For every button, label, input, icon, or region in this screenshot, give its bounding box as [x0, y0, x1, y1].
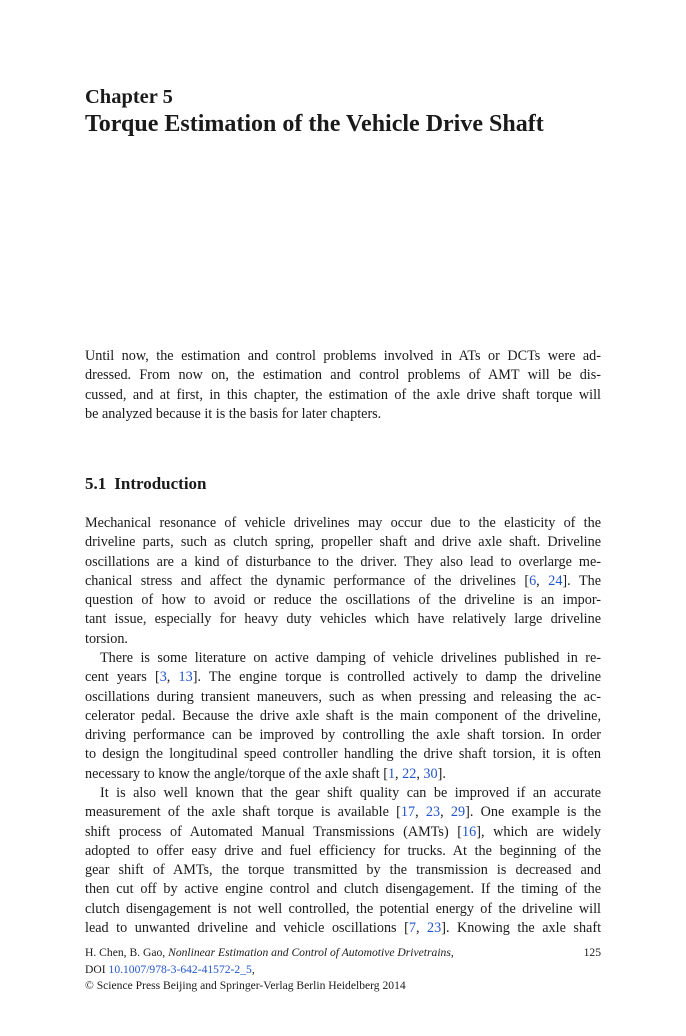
text-line: Mechanical resonance of vehicle drivelines may occur due to the elasticity of the [85, 515, 601, 531]
text-line: driveline parts, such as clutch spring, propeller shaft and drive axle shaft. Driveline [85, 534, 601, 551]
text-line: cent years [3, 13]. The engine torque is controlled actively to damp the driveline [85, 669, 601, 686]
citation-line: H. Chen, B. Gao, Nonlinear Estimation and Control of Automotive Drivetrains, [85, 946, 454, 959]
citation-link[interactable]: 16 [462, 823, 477, 840]
page-number: 125 [583, 946, 601, 959]
section-number: 5.1 [85, 474, 107, 493]
citation-link[interactable]: 23 [427, 920, 442, 937]
abstract-line: Until now, the estimation and control problems involved in ATs or DCTs were ad- [85, 348, 601, 364]
abstract-line: be analyzed because it is the basis for later chapters. [85, 405, 382, 422]
citation-link[interactable]: 24 [548, 572, 563, 589]
citation-link[interactable]: 6 [529, 572, 537, 589]
text-line: driving performance can be improved by controlling the axle shaft torsion. In order [85, 727, 601, 744]
text-line: gear shift of AMTs, the torque transmitted by the transmission is decreased and [85, 862, 601, 879]
section-title: Introduction [114, 474, 207, 493]
copyright-line: © Science Press Beijing and Springer-Verlag Berlin Heidelberg 2014 [85, 979, 406, 992]
citation-link[interactable]: 1 [387, 765, 396, 782]
text-line: There is some literature on active damping of vehicle drivelines published in re- [100, 650, 601, 666]
chapter-label: Chapter 5 [85, 86, 173, 108]
text-line: question of how to avoid or reduce the oscillations of the driveline is an impor- [85, 592, 601, 609]
doi-line: DOI 10.1007/978-3-642-41572-2_5, [85, 962, 255, 976]
paragraph-1 [85, 514, 601, 649]
citation-link[interactable]: 13 [178, 669, 193, 686]
text-line: lead to unwanted driveline and vehicle oscillations [7, 23]. Knowing the axle shaft [85, 920, 602, 937]
citation-link[interactable]: 22 [402, 765, 417, 782]
abstract-line: dressed. From now on, the estimation and control problems of AMT will be dis- [85, 367, 601, 384]
text-line: adopted to offer easy drive and fuel efficiency for trucks. At the beginning of the [85, 842, 601, 859]
text-line: shift process of Automated Manual Transmissions (AMTs) [16], which are widely [85, 823, 601, 840]
text-line: then cut off by active engine control and clutch disengagement. If the timing of the [85, 881, 601, 898]
text-line: measurement of the axle shaft torque is available [17, 23, 29]. One example is the [85, 804, 601, 821]
book-title: Nonlinear Estimation and Control of Automotive Drivetrains [168, 946, 451, 959]
text-line: tant issue, especially for heavy duty vehicles which have relatively large driveline [85, 611, 601, 628]
citation-link[interactable]: 17 [400, 804, 416, 821]
citation-link[interactable]: 23 [425, 804, 441, 821]
page-footer [85, 945, 601, 995]
paragraph-2 [85, 649, 601, 784]
citation-link[interactable]: 29 [450, 804, 466, 821]
text-line: torsion. [85, 630, 128, 647]
text-line: celerator pedal. Because the drive axle shaft is the main component of the driveline, [85, 707, 601, 724]
text-line: It is also well known that the gear shift quality can be improved if an accurate [100, 785, 601, 801]
doi-link[interactable]: 10.1007/978-3-642-41572-2_5 [108, 962, 252, 976]
paragraph-3 [85, 784, 601, 938]
text-line: to design the longitudinal speed controller handling the drive shaft torsion, it is often [85, 746, 601, 763]
citation-link[interactable]: 3 [159, 669, 167, 686]
citation-link[interactable]: 7 [408, 920, 416, 937]
text-line: oscillations during transient maneuvers, such as when pressing and releasing the ac- [85, 688, 601, 705]
chapter-title: Torque Estimation of the Vehicle Drive Shaft [85, 111, 544, 137]
text-line: oscillations are a kind of disturbance to the driver. They also lead to overlarge me- [85, 553, 601, 570]
citation-link[interactable]: 30 [423, 765, 438, 782]
text-line: necessary to know the angle/torque of the axle shaft [1, 22, 30]. [85, 765, 446, 782]
text-line: chanical stress and affect the dynamic performance of the drivelines [6, 24]. The [85, 572, 602, 589]
abstract-line: cussed, and at first, in this chapter, the estimation of the axle drive shaft torque will [85, 386, 601, 403]
section-heading [85, 473, 207, 495]
text-line: clutch disengagement is not well controlled, the potential energy of the driveline will [85, 900, 601, 917]
chapter-abstract [85, 347, 601, 424]
